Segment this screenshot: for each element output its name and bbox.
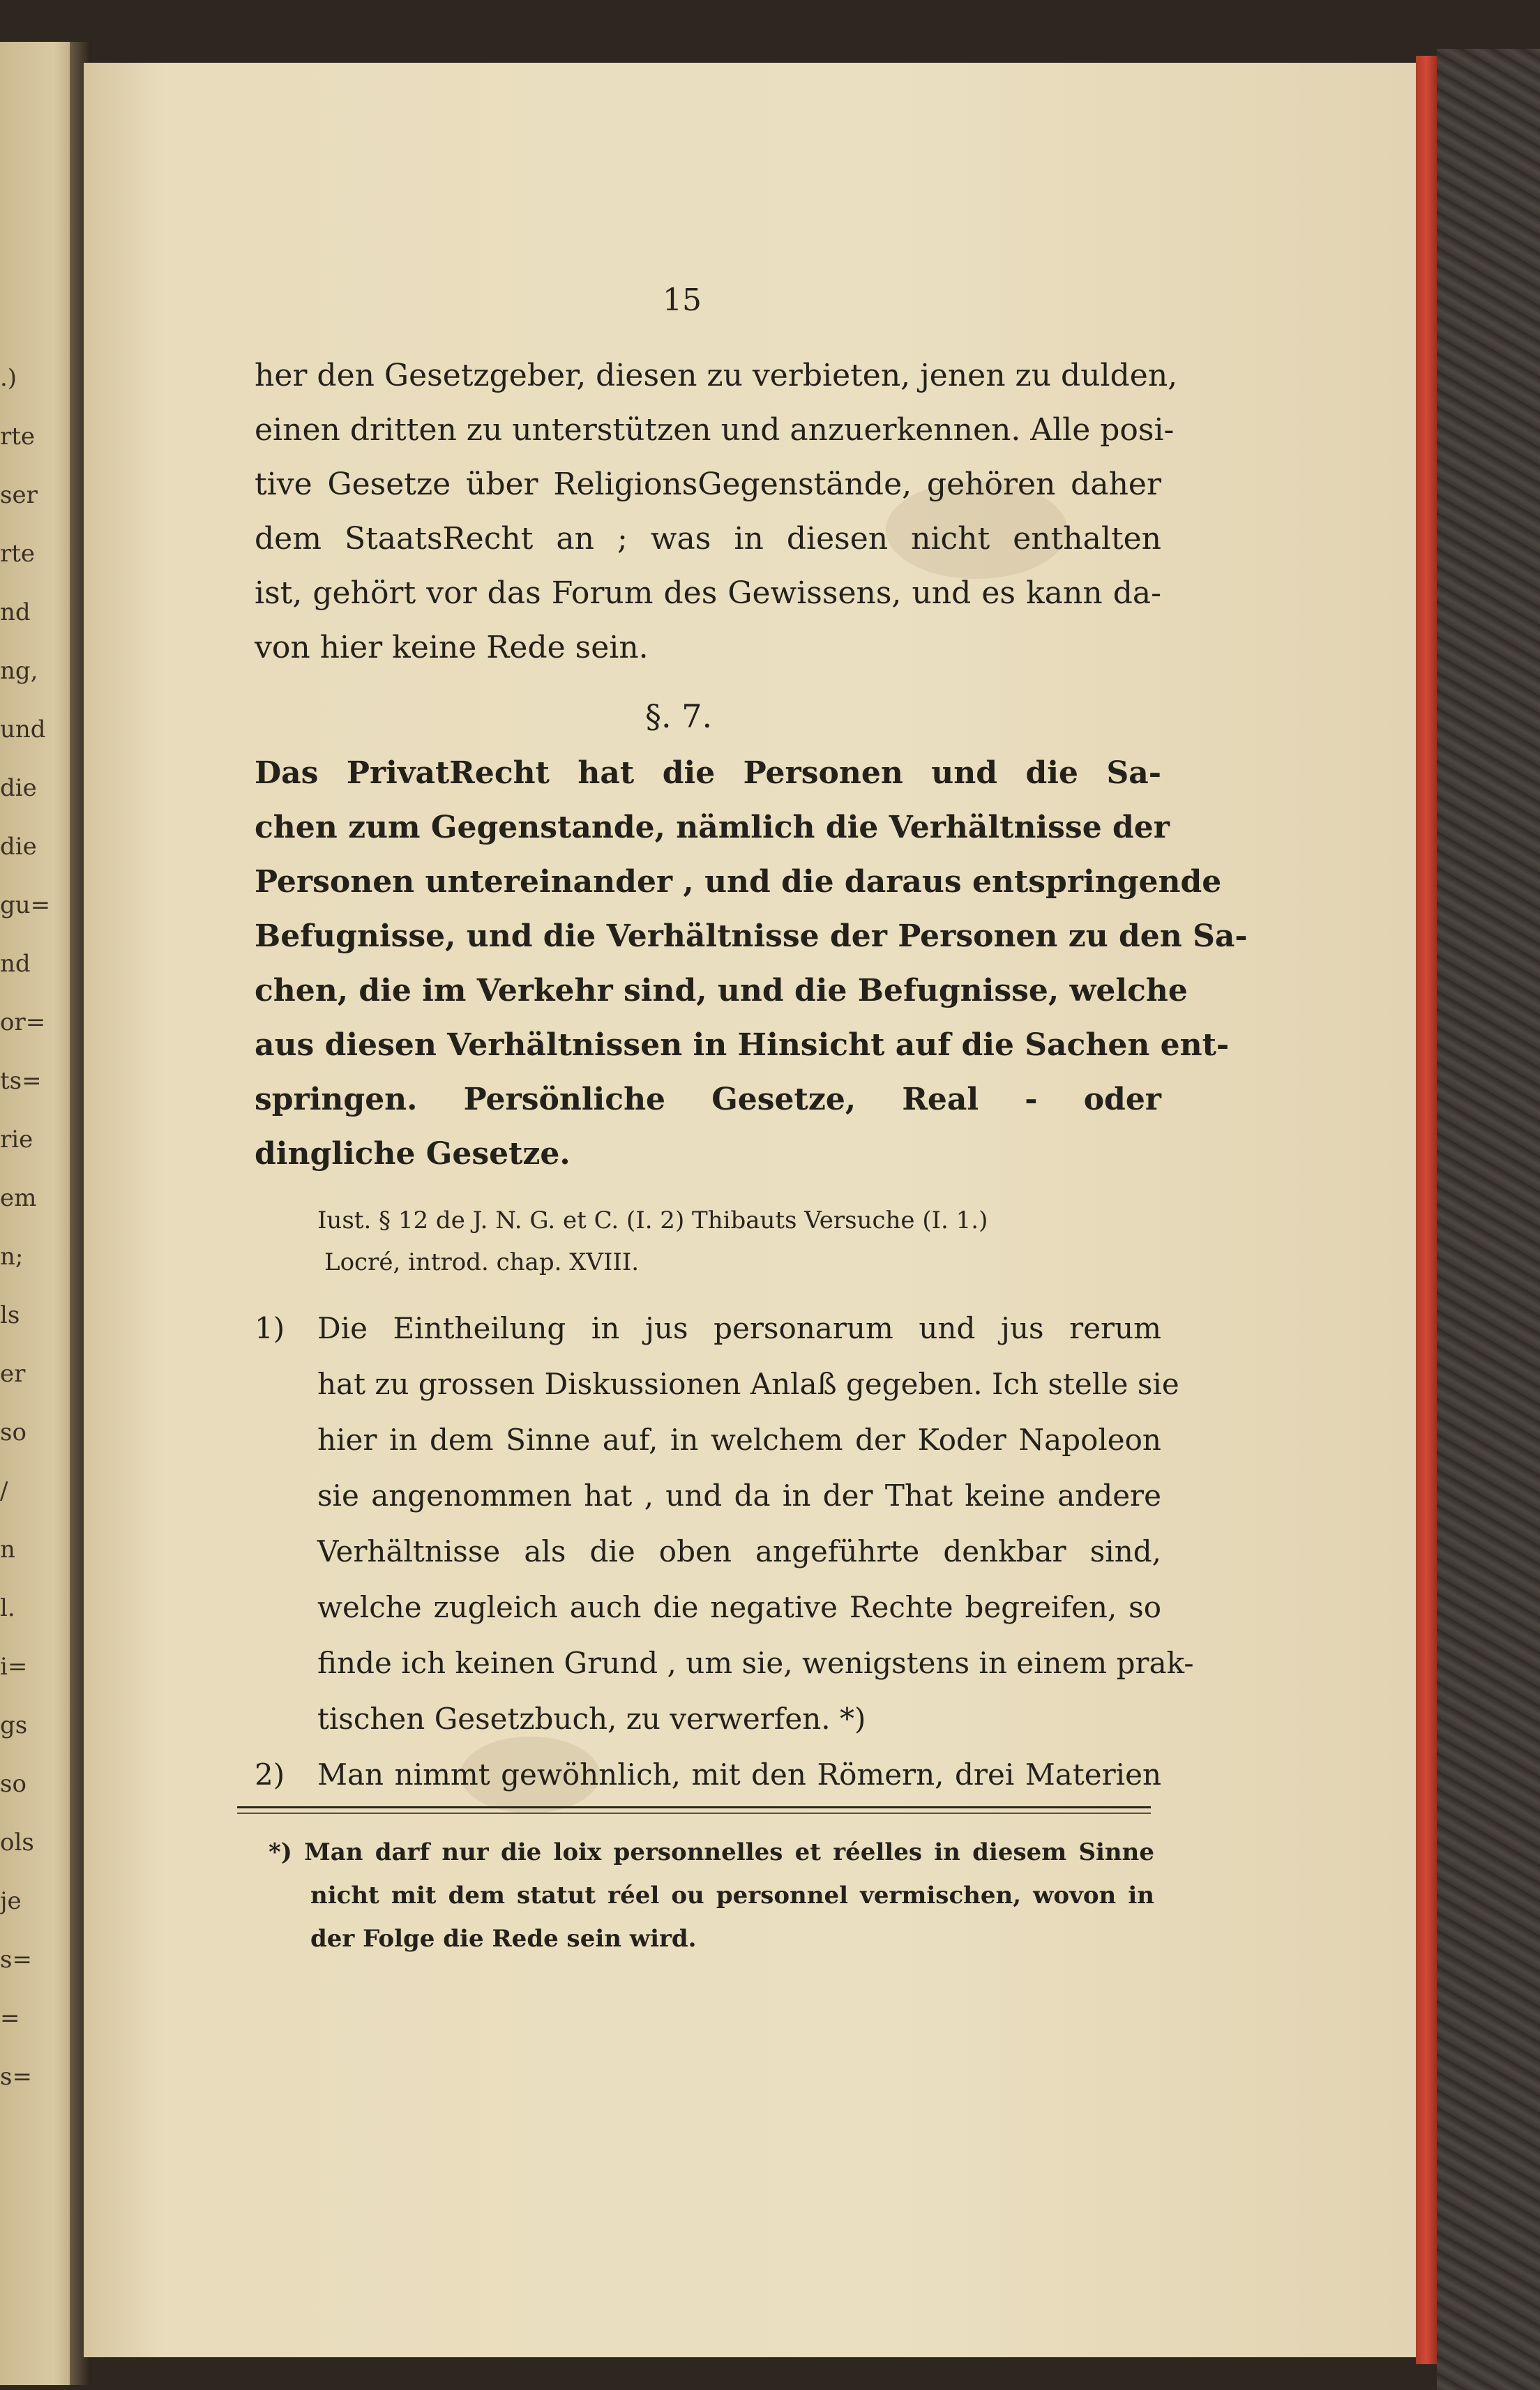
left-fragment: die (0, 833, 37, 861)
red-page-edge (1416, 56, 1437, 2364)
left-fragment: n; (0, 1243, 24, 1271)
footnote (269, 1831, 1154, 1960)
footnote-divider (237, 1806, 1151, 1814)
text-line: her den Gesetzgeber, diesen zu verbieten, jenen zu dulden, (255, 358, 1178, 393)
left-fragment: ls (0, 1301, 20, 1329)
text-line: welche zugleich auch die negative Rechte begreifen, so (317, 1590, 1161, 1624)
text-line: Man nimmt gewöhnlich, mit den Römern, drei Materien (317, 1757, 1161, 1792)
text-line: chen zum Gegenstande, nämlich die Verhältnisse der (255, 810, 1170, 845)
section-heading: §. 7. (645, 697, 713, 735)
text-line: Verhältnisse als die oben angeführte denkbar sind, (317, 1534, 1161, 1568)
numbered-notes (255, 1301, 1194, 1803)
text-line: Das PrivatRecht hat die Personen und die Sa- (255, 755, 1161, 791)
text-line: dem StaatsRecht an ; was in diesen nicht enthalten (255, 521, 1161, 557)
text-line: tive Gesetze über ReligionsGegenstände, gehören daher (255, 467, 1161, 502)
text-line: dingliche Gesetze. (255, 1136, 571, 1172)
text-line: hier in dem Sinne auf, in welchem der Koder Napoleon (317, 1423, 1161, 1457)
text-line: Personen untereinander , und die daraus entspringende (255, 864, 1222, 900)
left-fragment: nd (0, 950, 31, 978)
text-line: sie angenommen hat , und da in der That keine andere (317, 1478, 1161, 1513)
note-item (255, 1301, 1194, 1747)
footnote-line: *) Man darf nur die loix personnelles et réelles in diesem Sinne (269, 1838, 1154, 1866)
left-fragment: rie (0, 1126, 33, 1154)
text-line: Die Eintheilung in jus personarum und jus rerum (317, 1311, 1161, 1345)
left-fragment: n (0, 1536, 15, 1564)
left-fragment: s= (0, 2063, 32, 2091)
paragraph-privatrecht (255, 746, 1248, 1181)
text-line: Befugnisse, und die Verhältnisse der Personen zu den Sa- (255, 918, 1248, 954)
reference-line: Iust. § 12 de J. N. G. et C. (I. 2) Thibauts Versuche (I. 1.) (317, 1207, 988, 1234)
text-line: aus diesen Verhältnissen in Hinsicht auf die Sachen ent- (255, 1027, 1230, 1063)
text-line: ist, gehört vor das Forum des Gewissens, und es kann da- (255, 575, 1161, 611)
note-number: 1) (255, 1311, 285, 1345)
left-fragment: / (0, 1477, 8, 1505)
left-fragment: em (0, 1184, 37, 1212)
left-fragment: ng, (0, 657, 38, 685)
text-line: finde ich keinen Grund , um sie, wenigstens in einem prak- (317, 1646, 1194, 1680)
left-fragment: rte (0, 540, 36, 568)
left-fragment: ols (0, 1829, 34, 1856)
page-number: 15 (663, 282, 702, 318)
text-line: chen, die im Verkehr sind, und die Befugnisse, welche (255, 973, 1188, 1008)
left-fragment: or= (0, 1008, 46, 1036)
left-fragment: er (0, 1360, 26, 1388)
left-fragment: rte (0, 423, 36, 451)
references (317, 1200, 988, 1283)
text-line: hat zu grossen Diskussionen Anlaß gegeben. Ich stelle sie (317, 1367, 1179, 1401)
book-cover-edge (1437, 49, 1540, 2390)
left-fragment: so (0, 1419, 27, 1446)
text-line: einen dritten zu unterstützen und anzuerkennen. Alle posi- (255, 412, 1175, 448)
left-fragment: i= (0, 1653, 28, 1681)
text-line: von hier keine Rede sein. (255, 630, 649, 665)
left-page-text-fragments (0, 349, 51, 2106)
text-line: springen. Persönliche Gesetze, Real - oder (255, 1082, 1161, 1117)
left-fragment: und (0, 716, 46, 743)
left-fragment: gu= (0, 891, 51, 919)
left-fragment: ts= (0, 1067, 42, 1095)
left-fragment: nd (0, 598, 31, 626)
left-fragment: s= (0, 1946, 32, 1974)
paragraph-continuation (255, 349, 1178, 675)
left-fragment: gs (0, 1711, 28, 1739)
left-fragment: ser (0, 481, 38, 509)
text-line: tischen Gesetzbuch, zu verwerfen. *) (317, 1702, 866, 1736)
left-page-edge (0, 42, 77, 2385)
note-item (255, 1747, 1161, 1803)
left-fragment: l. (0, 1594, 15, 1622)
left-fragment: je (0, 1887, 22, 1915)
footnote-line: nicht mit dem statut réel ou personnel vermischen, wovon in (310, 1882, 1154, 1909)
footnote-line: der Folge die Rede sein wird. (310, 1925, 697, 1953)
reference-line: Locré, introd. chap. XVIII. (324, 1248, 640, 1276)
left-fragment: die (0, 774, 37, 802)
left-fragment: so (0, 1770, 27, 1798)
left-fragment: = (0, 2004, 20, 2032)
note-number: 2) (255, 1757, 285, 1792)
left-fragment: .) (0, 364, 17, 392)
